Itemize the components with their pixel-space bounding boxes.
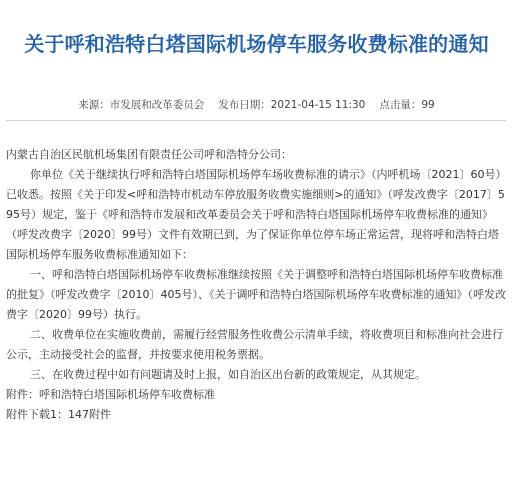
attachment-label: 附件：呼和浩特白塔国际机场停车收费标准 [6, 388, 215, 401]
attachment-download-link[interactable]: 147附件 [68, 408, 111, 421]
body-paragraph: 一、呼和浩特白塔国际机场停车收费标准继续按照《关于调整呼和浩特白塔国际机场停车收费标准的批复》（呼发改费字〔2010〕405号）、《关于调呼和浩特白塔国际机场停车收费标准的通知》（呼发改费字〔2020〕99号）执行。 [6, 268, 506, 321]
article-date: 发布日期：2021-04-15 11:30 [218, 99, 366, 111]
attachment-download-line [6, 405, 506, 425]
body-paragraph: 你单位《关于继续执行呼和浩特白塔国际机场停车场收费标准的请示》（内呼机场〔2021〕60号）已收悉。按照《关于印发<呼和浩特市机动车停放服务收费实施细则>的通知》（呼发改费字〔2017〕595号）规定，鉴于《呼和浩特市发展和改革委员会关于呼和浩特白塔国际机场停车收费标准的通知》（呼发改费字〔2020〕99号）文件有效期已到，为了保证你单位停车场正常运营，现将呼和浩特白塔国际机场停车服务收费标准通知如下： [6, 168, 505, 261]
attachment-download-label: 附件下载1： [6, 408, 68, 421]
article-hits: 点击量：99 [379, 99, 435, 111]
body-paragraph: 三、在收费过程中如有问题请及时上报，如自治区出台新的政策规定，从其规定。 [30, 368, 426, 381]
article-body [6, 145, 506, 425]
page-title: 关于呼和浩特白塔国际机场停车服务收费标准的通知 [24, 32, 489, 57]
article-meta [0, 98, 513, 112]
body-paragraph: 二、收费单位在实施收费前，需履行经营服务性收费公示清单手续，将收费项目和标准向社会进行公示，主动接受社会的监督，并按要求使用税务票据。 [6, 328, 503, 361]
header-divider [6, 120, 506, 121]
article-source: 来源：市发展和改革委员会 [78, 99, 205, 111]
salutation: 内蒙古自治区民航机场集团有限责任公司呼和浩特分公司： [6, 148, 292, 161]
